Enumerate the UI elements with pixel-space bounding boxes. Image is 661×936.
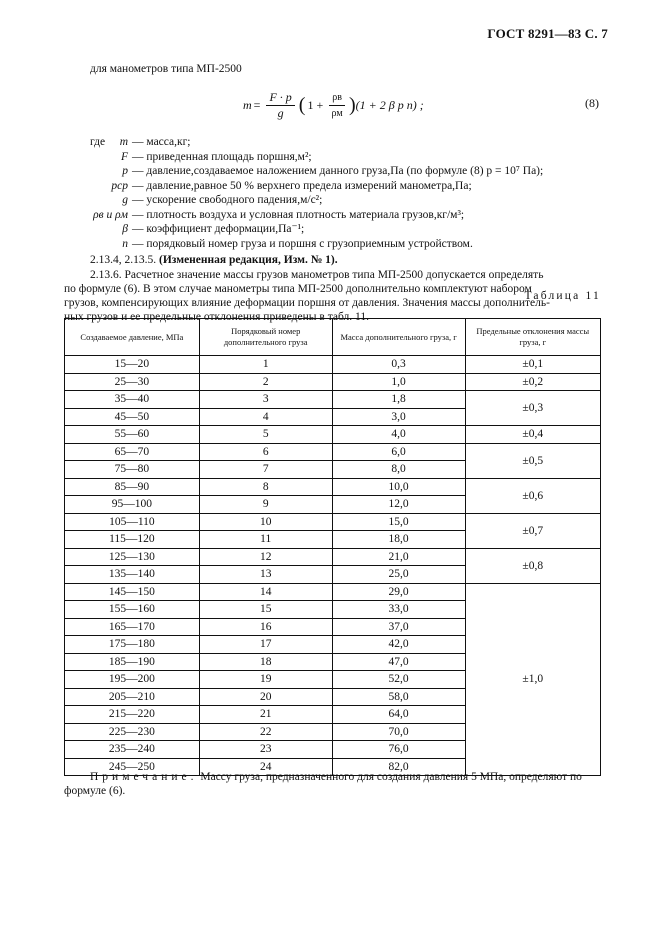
formula-rho-air: ρв bbox=[329, 91, 345, 106]
definition-row bbox=[50, 150, 610, 165]
cell-pressure: 185—190 bbox=[65, 653, 200, 671]
cell-mass: 1,8 bbox=[332, 391, 465, 409]
cell-mass: 21,0 bbox=[332, 548, 465, 566]
definition-symbol: β bbox=[122, 223, 128, 235]
cell-mass: 76,0 bbox=[332, 741, 465, 759]
equation-number: (8) bbox=[585, 96, 599, 110]
cell-tolerance: ±1,0 bbox=[465, 583, 600, 776]
cell-mass: 10,0 bbox=[332, 478, 465, 496]
definition-row bbox=[50, 237, 610, 252]
cell-number: 3 bbox=[199, 391, 332, 409]
header-pressure: Создаваемое давление, МПа bbox=[65, 319, 200, 356]
definition-row bbox=[50, 135, 610, 150]
definition-row bbox=[50, 208, 610, 223]
table-row bbox=[65, 373, 601, 391]
formula-one-plus: 1 + bbox=[307, 97, 324, 112]
cell-pressure: 105—110 bbox=[65, 513, 200, 531]
cell-number: 5 bbox=[199, 426, 332, 444]
definition-row bbox=[50, 179, 610, 194]
cell-mass: 42,0 bbox=[332, 636, 465, 654]
definition-symbol: n bbox=[122, 237, 128, 250]
cell-pressure: 35—40 bbox=[65, 391, 200, 409]
formula-open-paren: ( bbox=[298, 94, 306, 116]
definition-symbol: g bbox=[122, 194, 128, 206]
cell-number: 20 bbox=[199, 688, 332, 706]
cell-number: 6 bbox=[199, 443, 332, 461]
cell-mass: 33,0 bbox=[332, 601, 465, 619]
table-header-row bbox=[65, 319, 601, 356]
paragraph-line-4: ных грузов и ее предельные отклонения приведены в табл. 11. bbox=[64, 311, 369, 323]
cell-pressure: 85—90 bbox=[65, 478, 200, 496]
weights-table bbox=[64, 318, 601, 776]
header-tolerance: Предельные отклонения массы груза, г bbox=[465, 319, 600, 356]
cell-pressure: 65—70 bbox=[65, 443, 200, 461]
cell-number: 18 bbox=[199, 653, 332, 671]
intro-text: для манометров типа МП-2500 bbox=[90, 63, 242, 75]
cell-number: 15 bbox=[199, 601, 332, 619]
amendment-note bbox=[90, 254, 338, 266]
cell-number: 22 bbox=[199, 723, 332, 741]
cell-number: 16 bbox=[199, 618, 332, 636]
definition-text: — приведенная площадь поршня,м²; bbox=[132, 150, 312, 163]
definition-row bbox=[50, 222, 610, 237]
cell-number: 24 bbox=[199, 758, 332, 776]
cell-number: 12 bbox=[199, 548, 332, 566]
cell-pressure: 165—170 bbox=[65, 618, 200, 636]
definition-symbol: F bbox=[120, 150, 128, 163]
cell-number: 17 bbox=[199, 636, 332, 654]
cell-tolerance: ±0,5 bbox=[465, 443, 600, 478]
cell-pressure: 145—150 bbox=[65, 583, 200, 601]
cell-mass: 4,0 bbox=[332, 426, 465, 444]
cell-tolerance: ±0,1 bbox=[465, 356, 600, 374]
cell-pressure: 75—80 bbox=[65, 461, 200, 479]
formula-numerator: F · p bbox=[266, 91, 294, 106]
definition-text: — ускорение свободного падения,м/с²; bbox=[132, 194, 323, 206]
formula-close-paren: ) bbox=[348, 94, 356, 116]
cell-pressure: 215—220 bbox=[65, 706, 200, 724]
formula-density-fraction bbox=[329, 91, 345, 120]
cell-tolerance: ±0,7 bbox=[465, 513, 600, 548]
definition-symbol: p bbox=[122, 165, 128, 177]
cell-pressure: 55—60 bbox=[65, 426, 200, 444]
cell-mass: 29,0 bbox=[332, 583, 465, 601]
cell-mass: 47,0 bbox=[332, 653, 465, 671]
definition-symbol: pср bbox=[111, 179, 128, 192]
definition-text: — плотность воздуха и условная плотность материала грузов,кг/м³; bbox=[132, 208, 465, 221]
cell-mass: 8,0 bbox=[332, 461, 465, 479]
definitions-list bbox=[50, 135, 610, 251]
cell-number: 21 bbox=[199, 706, 332, 724]
amendment-prefix: 2.13.4, 2.13.5. bbox=[90, 254, 157, 266]
table-row bbox=[65, 548, 601, 566]
definition-text: — давление,равное 50 % верхнего предела измерений манометра,Па; bbox=[132, 179, 472, 192]
cell-tolerance: ±0,2 bbox=[465, 373, 600, 391]
cell-pressure: 45—50 bbox=[65, 408, 200, 426]
table-row bbox=[65, 583, 601, 601]
note bbox=[64, 770, 604, 798]
header-mass: Масса дополнительного груза, г bbox=[332, 319, 465, 356]
table-caption: Таблица 11 bbox=[524, 290, 601, 302]
cell-mass: 82,0 bbox=[332, 758, 465, 776]
table-row bbox=[65, 513, 601, 531]
definition-text: — коэффициент деформации,Па⁻¹; bbox=[132, 223, 305, 235]
cell-mass: 0,3 bbox=[332, 356, 465, 374]
cell-pressure: 115—120 bbox=[65, 531, 200, 549]
amendment-bold: (Измененная редакция, Изм. № 1). bbox=[159, 254, 338, 266]
cell-pressure: 195—200 bbox=[65, 671, 200, 689]
definition-symbol: m bbox=[119, 136, 128, 148]
cell-number: 7 bbox=[199, 461, 332, 479]
cell-tolerance: ±0,6 bbox=[465, 478, 600, 513]
cell-pressure: 25—30 bbox=[65, 373, 200, 391]
paragraph-line-1: 2.13.6. Расчетное значение массы грузов манометров типа МП-2500 допускается определять bbox=[90, 269, 544, 281]
cell-number: 1 bbox=[199, 356, 332, 374]
cell-number: 10 bbox=[199, 513, 332, 531]
cell-number: 9 bbox=[199, 496, 332, 514]
cell-mass: 25,0 bbox=[332, 566, 465, 584]
cell-mass: 52,0 bbox=[332, 671, 465, 689]
formula-8 bbox=[243, 87, 424, 123]
table-row bbox=[65, 426, 601, 444]
table-row bbox=[65, 391, 601, 409]
definition-text: — масса,кг; bbox=[132, 136, 191, 148]
cell-number: 4 bbox=[199, 408, 332, 426]
cell-number: 2 bbox=[199, 373, 332, 391]
page-header: ГОСТ 8291—83 С. 7 bbox=[487, 26, 608, 41]
note-text: Массу груза, предназначенного для создания давления 5 МПа, определяют по формуле (6). bbox=[64, 771, 582, 797]
cell-mass: 58,0 bbox=[332, 688, 465, 706]
table-row bbox=[65, 478, 601, 496]
cell-pressure: 125—130 bbox=[65, 548, 200, 566]
cell-pressure: 225—230 bbox=[65, 723, 200, 741]
cell-pressure: 245—250 bbox=[65, 758, 200, 776]
formula-lhs: m bbox=[243, 97, 252, 112]
cell-pressure: 205—210 bbox=[65, 688, 200, 706]
cell-pressure: 95—100 bbox=[65, 496, 200, 514]
cell-mass: 18,0 bbox=[332, 531, 465, 549]
formula-main-fraction bbox=[266, 91, 294, 120]
cell-mass: 15,0 bbox=[332, 513, 465, 531]
cell-number: 11 bbox=[199, 531, 332, 549]
cell-number: 8 bbox=[199, 478, 332, 496]
definition-row bbox=[50, 164, 610, 179]
paragraph-line-2: по формуле (6). В этом случае манометры типа МП-2500 дополнительно комплектуют набором bbox=[64, 283, 532, 295]
table-row bbox=[65, 443, 601, 461]
paragraph-line-3: грузов, компенсирующих влияние деформации поршня от давления. Значения массы дополнитель- bbox=[64, 297, 550, 309]
cell-tolerance: ±0,3 bbox=[465, 391, 600, 426]
cell-pressure: 235—240 bbox=[65, 741, 200, 759]
formula-tail: (1 + 2 β p n) ; bbox=[355, 97, 424, 112]
cell-mass: 37,0 bbox=[332, 618, 465, 636]
definition-symbol: ρв и ρм bbox=[93, 208, 128, 221]
cell-number: 23 bbox=[199, 741, 332, 759]
cell-mass: 6,0 bbox=[332, 443, 465, 461]
cell-mass: 70,0 bbox=[332, 723, 465, 741]
cell-pressure: 15—20 bbox=[65, 356, 200, 374]
cell-mass: 3,0 bbox=[332, 408, 465, 426]
cell-tolerance: ±0,4 bbox=[465, 426, 600, 444]
definition-text: — давление,создаваемое наложением данного груза,Па (по формуле (8) p = 10⁷ Па); bbox=[132, 165, 544, 177]
cell-mass: 12,0 bbox=[332, 496, 465, 514]
formula-equals: = bbox=[253, 97, 261, 112]
definition-row bbox=[50, 193, 610, 208]
cell-tolerance: ±0,8 bbox=[465, 548, 600, 583]
cell-mass: 64,0 bbox=[332, 706, 465, 724]
cell-pressure: 175—180 bbox=[65, 636, 200, 654]
note-lead: Примечание. bbox=[90, 771, 198, 783]
formula-rho-mat: ρм bbox=[331, 107, 343, 119]
table-row bbox=[65, 356, 601, 374]
definition-lead: где bbox=[90, 136, 106, 148]
cell-number: 19 bbox=[199, 671, 332, 689]
cell-number: 14 bbox=[199, 583, 332, 601]
cell-mass: 1,0 bbox=[332, 373, 465, 391]
cell-pressure: 155—160 bbox=[65, 601, 200, 619]
cell-pressure: 135—140 bbox=[65, 566, 200, 584]
header-number: Порядковый номер дополнительного груза bbox=[199, 319, 332, 356]
definition-text: — порядковый номер груза и поршня с грузоприемным устройством. bbox=[132, 237, 473, 250]
formula-denominator: g bbox=[277, 105, 284, 120]
cell-number: 13 bbox=[199, 566, 332, 584]
